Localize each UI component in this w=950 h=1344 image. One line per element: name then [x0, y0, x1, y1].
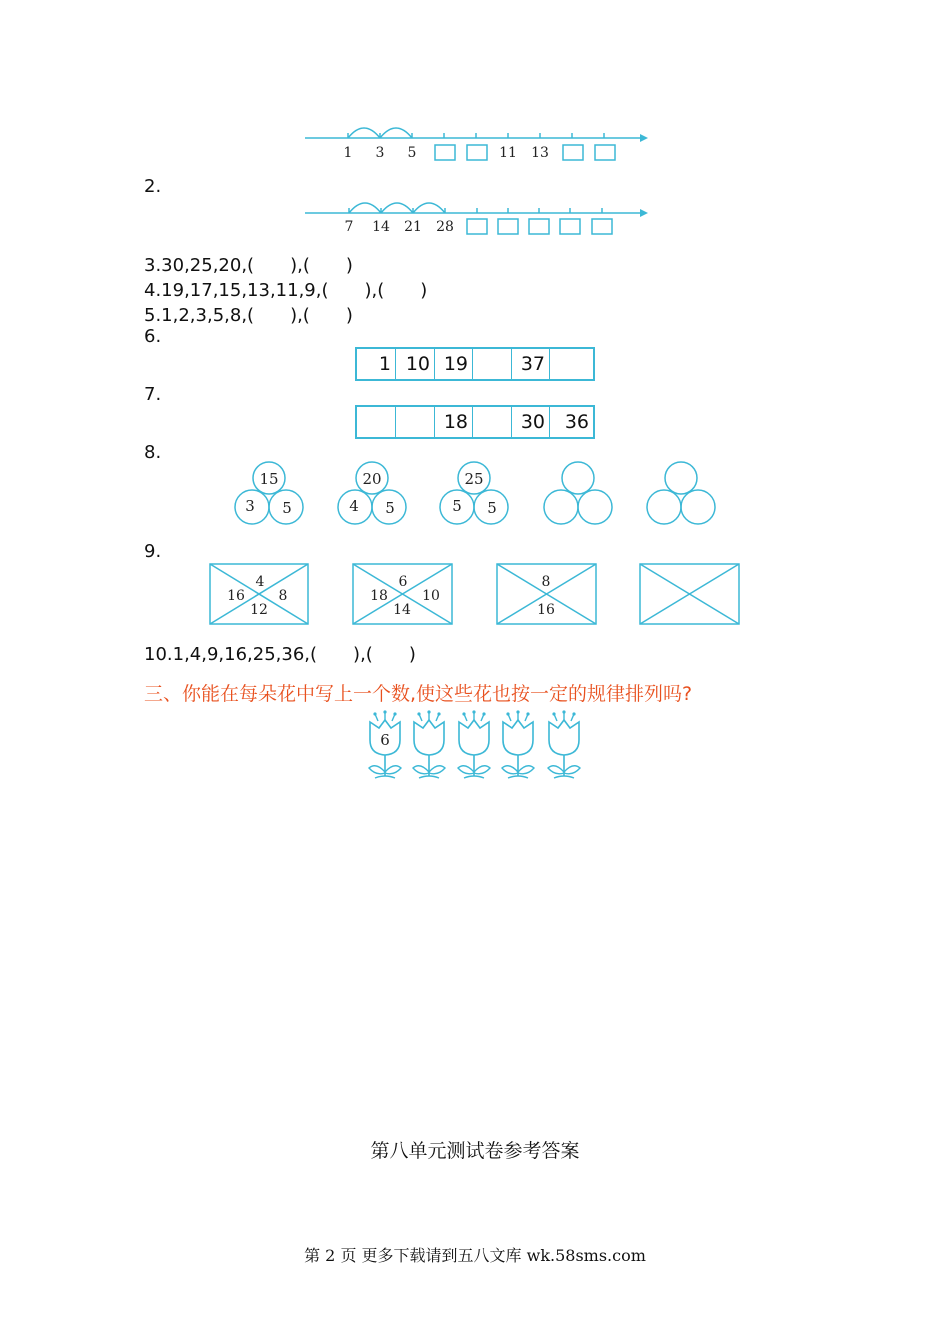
grid-cell: [473, 349, 512, 379]
circle-group: [338, 462, 406, 524]
grid-cell: [357, 407, 396, 437]
q10-text: 10.1,4,9,16,25,36,( ),( ): [144, 644, 416, 665]
svg-text:3: 3: [245, 497, 255, 515]
q8-label: 8.: [144, 442, 162, 463]
circle-group: [544, 462, 612, 524]
grid-cell: 18: [435, 407, 473, 437]
q5-text: 5.1,2,3,5,8,( ),( ): [144, 305, 353, 326]
cross-box: [497, 564, 596, 624]
q3-text: 3.30,25,20,( ),( ): [144, 255, 353, 276]
grid-cell: 37: [512, 349, 550, 379]
grid-cell: [473, 407, 512, 437]
nl1-label: 11: [499, 145, 517, 161]
q9-cross-boxes: [205, 560, 745, 630]
grid-cell: [550, 349, 593, 379]
nl1-label: 1: [343, 145, 353, 161]
svg-text:5: 5: [282, 499, 292, 517]
circle-group: [647, 462, 715, 524]
q7-sequence-grid: [355, 405, 595, 439]
flower-icon: [548, 710, 580, 778]
grid-cell: [396, 407, 435, 437]
svg-text:15: 15: [259, 470, 279, 488]
svg-text:14: 14: [393, 602, 411, 618]
page-footer: 第 2 页 更多下载请到五八文库 wk.58sms.com: [304, 1246, 646, 1265]
cross-box: [640, 564, 739, 624]
number-line-1: [300, 118, 660, 168]
nl2-label: 21: [404, 219, 422, 235]
circle-group: [235, 462, 303, 524]
flower-icon: [458, 710, 490, 778]
grid-cell: 1: [357, 349, 396, 379]
svg-text:8: 8: [541, 574, 551, 590]
svg-text:18: 18: [370, 588, 388, 604]
svg-text:5: 5: [385, 499, 395, 517]
circle-group: [440, 462, 508, 524]
q8-circle-groups: [228, 458, 728, 528]
grid-cell: 30: [512, 407, 550, 437]
answer-key-title: 第八单元测试卷参考答案: [370, 1140, 580, 1162]
q6-label: 6.: [144, 326, 162, 347]
flower-row: [358, 708, 592, 782]
svg-text:25: 25: [464, 470, 484, 488]
flower-number: 6: [380, 731, 390, 749]
nl2-label: 7: [344, 219, 354, 235]
svg-text:12: 12: [250, 602, 268, 618]
svg-text:4: 4: [349, 497, 359, 515]
q2-label: 2.: [144, 176, 162, 197]
nl2-label: 28: [436, 219, 454, 235]
svg-text:16: 16: [227, 588, 245, 604]
grid-cell: 19: [435, 349, 473, 379]
svg-text:5: 5: [487, 499, 497, 517]
section-3-heading: 三、你能在每朵花中写上一个数,使这些花也按一定的规律排列吗?: [144, 683, 693, 705]
svg-text:8: 8: [278, 588, 288, 604]
nl1-label: 13: [531, 145, 549, 161]
nl1-label: 5: [407, 145, 417, 161]
q4-text: 4.19,17,15,13,11,9,( ),( ): [144, 280, 428, 301]
nl1-label: 3: [375, 145, 385, 161]
flower-icon: [502, 710, 534, 778]
cross-box: [353, 564, 452, 624]
svg-text:16: 16: [537, 602, 555, 618]
cross-box: [210, 564, 308, 624]
svg-text:20: 20: [362, 470, 382, 488]
svg-text:10: 10: [422, 588, 440, 604]
q7-label: 7.: [144, 384, 162, 405]
q6-sequence-grid: [355, 347, 595, 381]
number-line-2: [300, 193, 660, 243]
flower-icon: [413, 710, 445, 778]
q9-label: 9.: [144, 541, 162, 562]
grid-cell: 10: [396, 349, 435, 379]
grid-cell: 36: [564, 411, 589, 433]
svg-text:6: 6: [398, 574, 408, 590]
svg-text:5: 5: [452, 497, 462, 515]
svg-text:4: 4: [255, 574, 265, 590]
nl2-label: 14: [372, 219, 390, 235]
